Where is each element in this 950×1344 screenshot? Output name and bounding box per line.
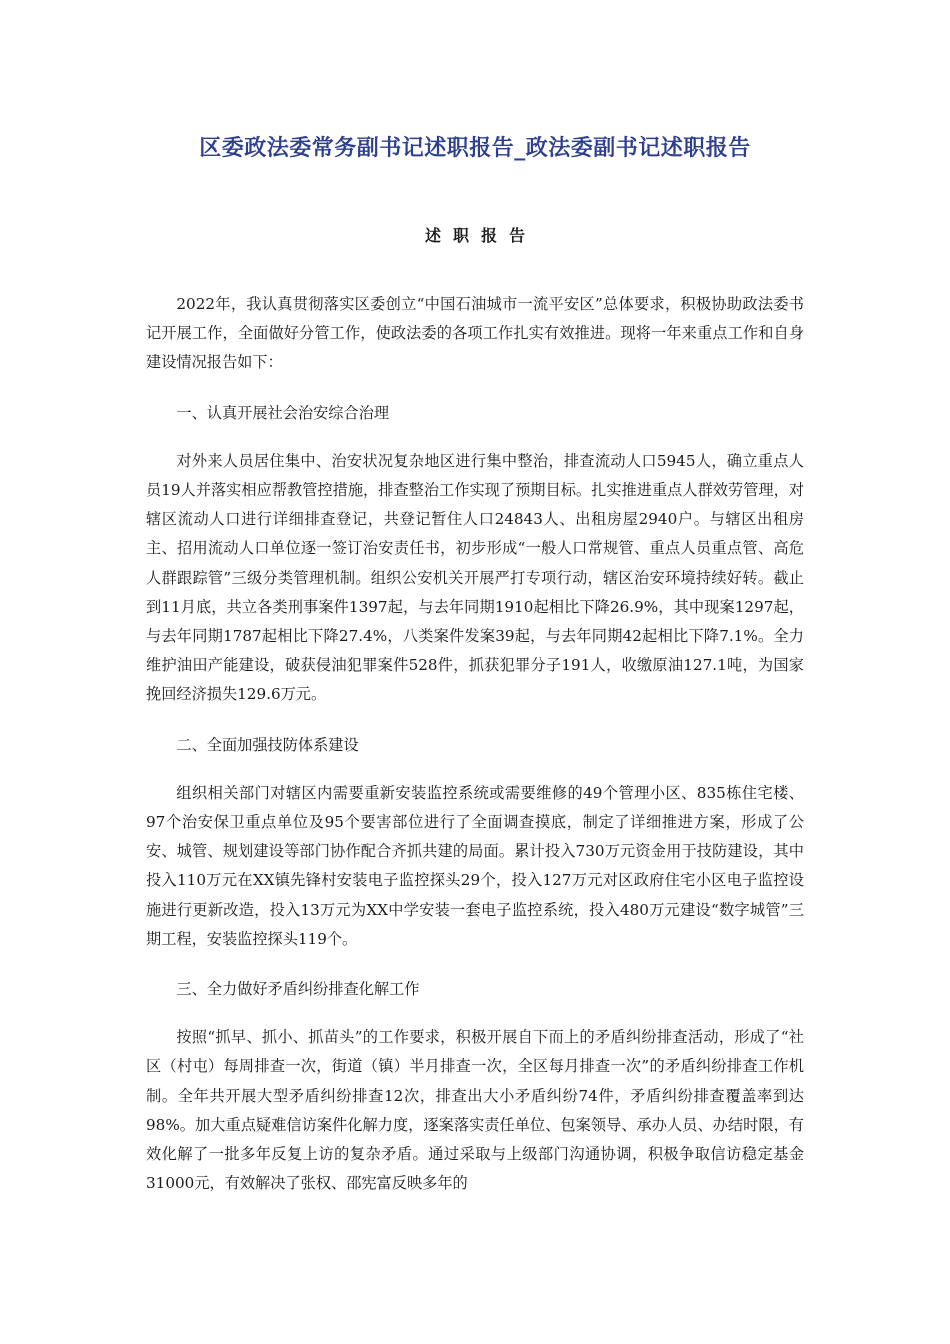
document-title: 区委政法委常务副书记述职报告_政法委副书记述职报告 — [199, 136, 751, 161]
section-heading-1: 一、认真开展社会治安综合治理 — [176, 403, 390, 422]
section-heading-2: 二、全面加强技防体系建设 — [176, 735, 359, 754]
section-heading-3: 三、全力做好矛盾纠纷排查化解工作 — [176, 980, 420, 999]
intro-paragraph: 2022年，我认真贯彻落实区委创立“中国石油城市一流平安区”总体要求，积极协助政法委书记开展工作，全面做好分管工作，使政法委的各项工作扎实有效推进。现将一年来重点工作和自身建设情况报告如下： — [146, 295, 804, 372]
document-subtitle: 述职报告 — [424, 226, 537, 245]
section-body-2: 组织相关部门对辖区内需要重新安装监控系统或需要维修的49个管理小区、835栋住宅楼、97个治安保卫重点单位及95个要害部位进行了全面调查摸底，制定了详细推进方案，形成了公安、城管、规划建设等部门协作配合齐抓共建的局面。累计投入730万元资金用于技防建设，其中投入110万元在XX镇先锋村安装电子监控探头29个，投入127万元对区政府住宅小区电子监控设施进行更新改造，投入13万元为XX中学安装一套电子监控系统，投入480万元建设“数字城管”三期工程，安装监控探头119个。 — [146, 783, 804, 948]
section-body-1: 对外来人员居住集中、治安状况复杂地区进行集中整治，排查流动人口5945人，确立重点人员19人并落实相应帮教管控措施，排查整治工作实现了预期目标。扎实推进重点人群效劳管理，对辖区流动人口进行详细排查登记，共登记暂住人口24843人、出租房屋2940户。与辖区出租房主、招用流动人口单位逐一签订治安责任书，初步形成“一般人口常规管、重点人员重点管、高危人群跟踪管”三级分类管理机制。组织公安机关开展严打专项行动，辖区治安环境持续好转。截止到11月底，共立各类刑事案件1397起，与去年同期1910起相比下降26.9%，其中现案1297起，与去年同期1787起相比下降27.4%，八类案件发案39起，与去年同期42起相比下降7.1%。全力维护油田产能建设，破获侵油犯罪案件528件，抓获犯罪分子191人，收缴原油127.1吨，为国家挽回经济损失129.6万元。 — [146, 451, 804, 704]
section-body-3: 按照“抓早、抓小、抓苗头”的工作要求，积极开展自下而上的矛盾纠纷排查活动，形成了“社区（村屯）每周排查一次，街道（镇）半月排查一次，全区每月排查一次”的矛盾纠纷排查工作机制。全年共开展大型矛盾纠纷排查12次，排查出大小矛盾纠纷74件，矛盾纠纷排查覆盖率到达98%。加大重点疑难信访案件化解力度，逐案落实责任单位、包案领导、承办人员、办结时限，有效化解了一批多年反复上访的复杂矛盾。通过采取与上级部门沟通协调，积极争取信访稳定基金31000元，有效解决了张权、邵宪富反映多年的 — [146, 1028, 804, 1193]
document-body — [146, 290, 804, 1198]
